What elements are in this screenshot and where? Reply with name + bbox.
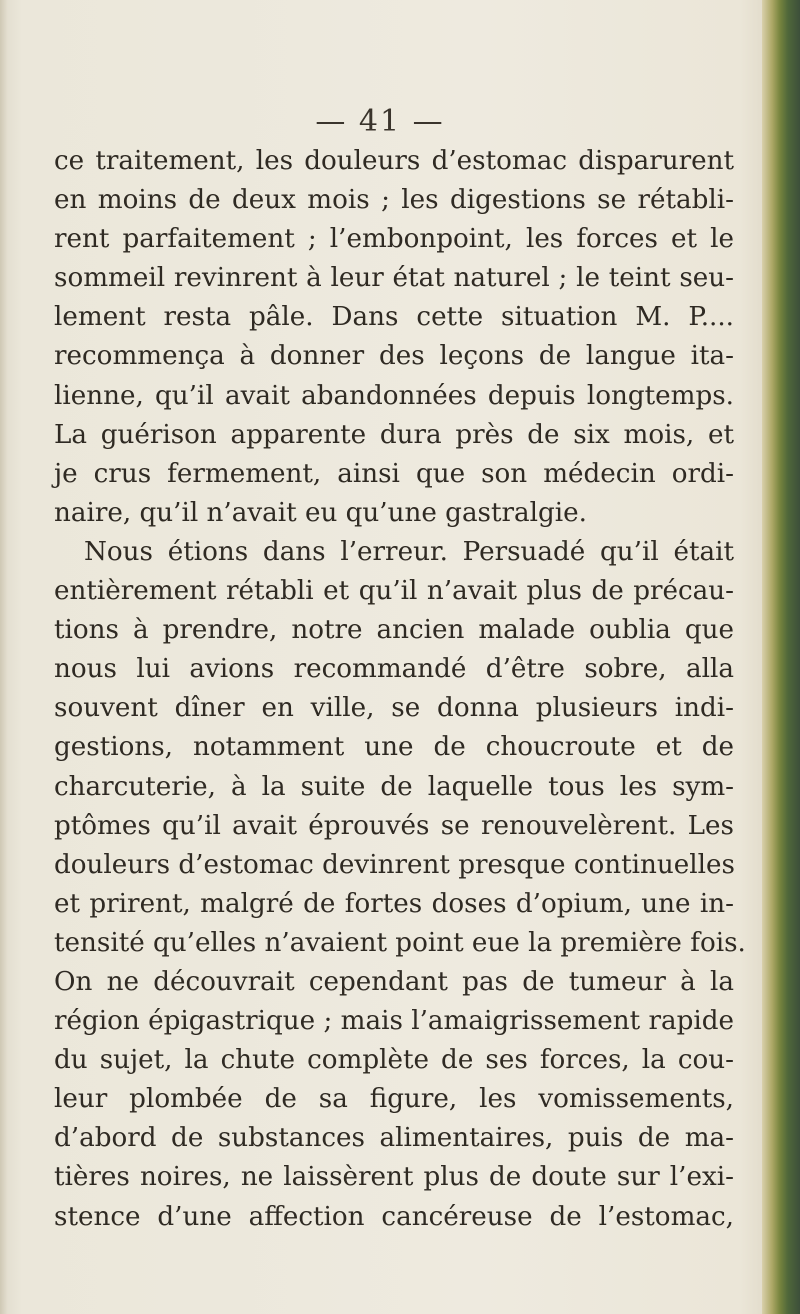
text-line-15: souvent dîner en ville, se donna plusieurs indi-: [54, 693, 734, 724]
text-line-23: région épigastrique ; mais l’amaigrissement rapide: [54, 1006, 734, 1037]
text-line-19: douleurs d’estomac devinrent presque continuelles: [54, 849, 735, 880]
text-line-5: lement resta pâle. Dans cette situation M. P....: [54, 302, 734, 333]
text-line-11: Nous étions dans l’erreur. Persuadé qu’il était: [84, 536, 734, 567]
text-line-14: nous lui avions recommandé d’être sobre, alla: [54, 654, 734, 685]
page-left-edge: [0, 0, 8, 1314]
text-line-12: entièrement rétabli et qu’il n’avait plus de précau-: [54, 576, 734, 607]
text-line-4: sommeil revinrent à leur état naturel ; le teint seu-: [54, 263, 734, 294]
text-line-13: tions à prendre, notre ancien malade oublia que: [54, 615, 734, 646]
text-line-24: du sujet, la chute complète de ses forces, la cou-: [54, 1045, 734, 1076]
text-line-10: naire, qu’il n’avait eu qu’une gastralgie.: [54, 497, 587, 528]
text-line-22: On ne découvrait cependant pas de tumeur à la: [54, 966, 734, 997]
text-line-1: ce traitement, les douleurs d’estomac disparurent: [54, 146, 734, 176]
body-text: [54, 142, 746, 1237]
text-line-2: en moins de deux mois ; les digestions se rétabli-: [54, 185, 734, 216]
text-line-17: charcuterie, à la suite de laquelle tous les sym-: [54, 771, 734, 802]
page-number-header: — 41 —: [315, 104, 445, 139]
text-line-21: tensité qu’elles n’avaient point eue la première fois.: [54, 927, 746, 958]
text-line-27: tières noires, ne laissèrent plus de doute sur l’exi-: [54, 1162, 734, 1193]
text-line-3: rent parfaitement ; l’embonpoint, les forces et le: [54, 224, 734, 255]
text-line-6: recommença à donner des leçons de langue ita-: [54, 341, 734, 372]
text-line-18: ptômes qu’il avait éprouvés se renouvelèrent. Les: [54, 810, 734, 841]
text-line-9: je crus fermement, ainsi que son médecin ordi-: [54, 458, 734, 489]
page-right-edge: [762, 0, 800, 1314]
text-line-16: gestions, notamment une de choucroute et de: [54, 732, 734, 763]
text-line-8: La guérison apparente dura près de six mois, et: [54, 419, 734, 450]
text-line-25: leur plombée de sa figure, les vomissements,: [54, 1084, 734, 1115]
text-line-26: d’abord de substances alimentaires, puis de ma-: [54, 1123, 734, 1154]
text-line-7: lienne, qu’il avait abandonnées depuis longtemps.: [54, 380, 734, 411]
text-line-20: et prirent, malgré de fortes doses d’opium, une in-: [54, 888, 734, 919]
text-line-28: stence d’une affection cancéreuse de l’estomac,: [54, 1201, 734, 1232]
